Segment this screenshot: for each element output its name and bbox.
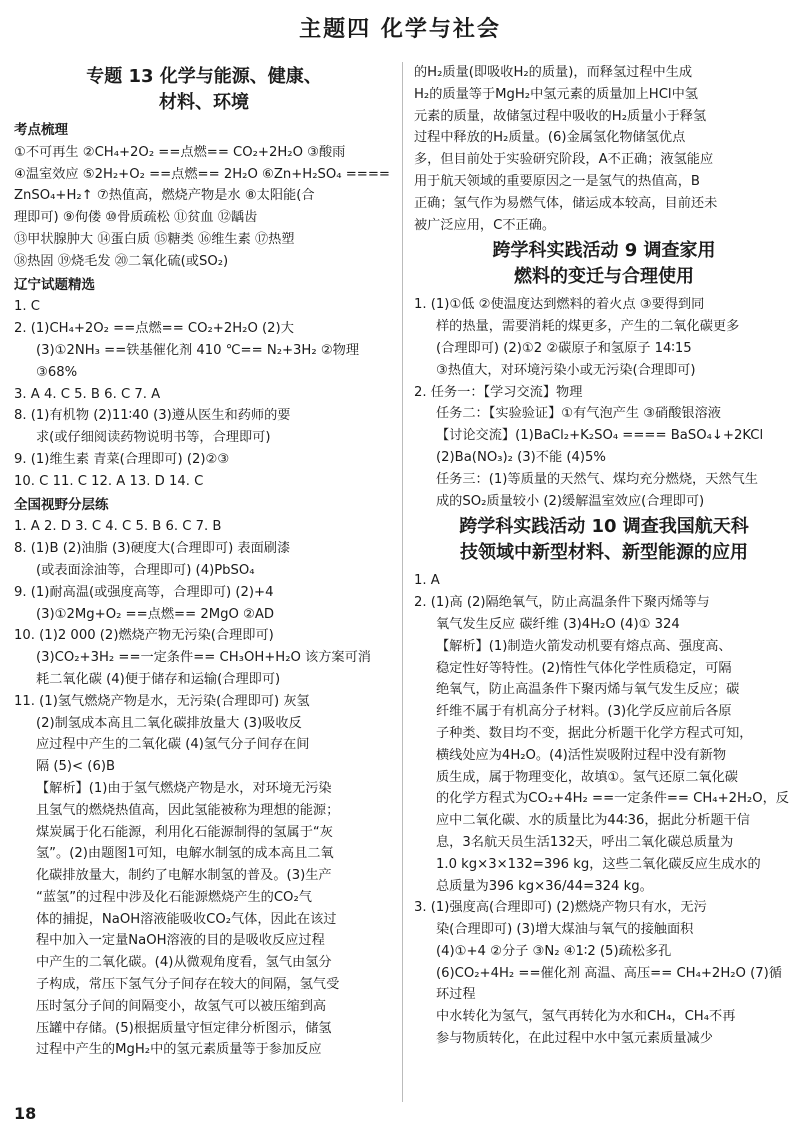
text-line: 隔 (5)< (6)B <box>36 759 116 775</box>
text-line: 中产生的二氧化碳。(4)从微观角度看，氢气由氢分 <box>36 955 332 971</box>
text-line: 11. (1)氢气燃烧产物是水，无污染(合理即可) 灰氢 <box>14 693 310 709</box>
continued-text <box>414 62 794 236</box>
left-column <box>14 62 394 1061</box>
text-line: 的化学方程式为CO₂+4H₂ ==一定条件== CH₄+2H₂O，反 <box>436 791 789 807</box>
text-line: 染(合理即可) (3)增大煤油与氧气的接触面积 <box>436 922 694 938</box>
text-line: 质生成，属于物理变化，故填①。氢气还原二氧化碳 <box>436 769 738 785</box>
text-line: 2. (1)高 (2)隔绝氧气，防止高温条件下聚丙烯等与 <box>414 595 710 611</box>
text-line: 用于航天领域的重要原因之一是氢气的热值高，B <box>414 173 700 189</box>
text-line: 1.0 kg×3×132=396 kg，这些二氧化碳反应生成水的 <box>436 856 761 872</box>
text-line: ④温室效应 ⑤2H₂+O₂ ==点燃== 2H₂O ⑥Zn+H₂SO₄ ==== <box>14 166 390 182</box>
text-line: (3)①2Mg+O₂ ==点燃== 2MgO ②AD <box>36 606 275 622</box>
text-line: 过程中释放的H₂质量。(6)金属氢化物储氢优点 <box>414 130 686 146</box>
text-line: 过程中产生的MgH₂中的氢元素质量等于参加反应 <box>36 1042 322 1058</box>
text-line: ZnSO₄+H₂↑ ⑦热值高，燃烧产物是水 ⑧太阳能(合 <box>14 188 315 204</box>
text-line: 息，3名航天员生活132天，呼出二氧化碳总质量为 <box>436 834 734 850</box>
text-line: 9. (1)耐高温(或强度高等，合理即可) (2)+4 <box>14 584 274 600</box>
text-line: 多，但目前处于实验研究阶段，A不正确；液氢能应 <box>414 152 714 168</box>
text-line: 1. (1)①低 ②使温度达到燃料的着火点 ③要得到同 <box>414 297 705 313</box>
text-line: 稳定性好等特性。(2)惰性气体化学性质稳定，可隔 <box>436 660 732 676</box>
text-line: H₂的质量等于MgH₂中氢元素的质量加上HCl中氢 <box>414 86 698 102</box>
text-line: 且氢气的燃烧热值高，因此氢能被称为理想的能源； <box>36 802 340 818</box>
section-title-line: 材料、环境 <box>159 92 249 113</box>
text-line: 求(或仔细阅读药物说明书等，合理即可) <box>36 430 271 446</box>
text-line: 2. (1)CH₄+2O₂ ==点燃== CO₂+2H₂O (2)大 <box>14 321 294 337</box>
text-line: 1. A 2. D 3. C 4. C 5. B 6. C 7. B <box>14 519 222 535</box>
activity9-list <box>414 294 794 512</box>
text-line: 总质量为396 kg×36/44=324 kg。 <box>436 878 653 894</box>
text-line: ⑱热固 ⑲烧毛发 ⑳二氧化硫(或SO₂) <box>14 253 229 269</box>
text-line: 应过程中产生的二氧化碳 (4)氢气分子间存在间 <box>36 737 310 753</box>
text-line: 被广泛应用，C不正确。 <box>414 217 556 233</box>
text-line: 纤维不属于有机高分子材料。(3)化学反应前后各原 <box>436 704 732 720</box>
text-line: 应中二氧化碳、水的质量比为44∶36，据此分析题干信 <box>436 813 750 829</box>
text-line: 2. 任务一：【学习交流】物理 <box>414 384 583 400</box>
text-line: 样的热量，需要消耗的煤更多，产生的二氧化碳更多 <box>436 319 740 335</box>
section-title-line: 专题 13 化学与能源、健康、 <box>86 66 322 87</box>
page-title: 主题四 化学与社会 <box>299 17 501 42</box>
text-line: (3)CO₂+3H₂ ==一定条件== CH₃OH+H₂O 该方案可消 <box>36 650 371 666</box>
text-line: 8. (1)B (2)油脂 (3)硬度大(合理即可) 表面刷漆 <box>14 541 291 557</box>
text-line: ①不可再生 ②CH₄+2O₂ ==点燃== CO₂+2H₂O ③酸雨 <box>14 144 346 160</box>
text-line: (2)Ba(NO₃)₂ (3)不能 (4)5% <box>436 449 606 465</box>
liaoning-list <box>14 296 394 492</box>
text-line: 正确；氢气作为易燃气体，储运成本较高，目前还未 <box>414 195 718 211</box>
text-line: 1. C <box>14 299 40 315</box>
liaoning-heading: 辽宁试题精选 <box>14 276 95 293</box>
text-line: “蓝氢”的过程中涉及化石能源燃烧产生的CO₂气 <box>36 889 312 905</box>
text-line: 参与物质转化，在此过程中水中氢元素质量减少 <box>436 1031 713 1047</box>
text-line: 10. (1)2 000 (2)燃烧产物无污染(合理即可) <box>14 628 274 644</box>
activity10-title-line: 跨学科实践活动 10 调查我国航天科 <box>459 516 749 538</box>
kaodian-list <box>14 142 394 273</box>
text-line: 氢”。(2)由题图1可知，电解水制氢的成本高且二氧 <box>36 846 334 862</box>
text-line: 3. A 4. C 5. B 6. C 7. A <box>14 386 161 402</box>
text-line: (2)制氢成本高且二氧化碳排放量大 (3)吸收反 <box>36 715 302 731</box>
text-line: 中水转化为氢气，氢气再转化为水和CH₄，CH₄不再 <box>436 1009 736 1025</box>
activity9-title <box>414 238 794 290</box>
text-line: 子构成，常压下氢气分子间存在较大的间隔，氢气受 <box>36 977 340 993</box>
text-line: 压时氢分子间的间隔变小，故氢气可以被压缩到高 <box>36 998 327 1014</box>
text-line: 【讨论交流】(1)BaCl₂+K₂SO₄ ==== BaSO₄↓+2KCl <box>436 428 764 444</box>
activity9-title-line: 跨学科实践活动 9 调查家用 <box>492 240 716 262</box>
page-number: 18 <box>14 1104 37 1123</box>
quanguo-list <box>14 516 394 1061</box>
text-line: 元素的质量，故储氢过程中吸收的H₂质量小于释氢 <box>414 108 707 124</box>
text-line: 程中加入一定量NaOH溶液的目的是吸收反应过程 <box>36 933 325 949</box>
text-line: ⑬甲状腺肿大 ⑭蛋白质 ⑮糖类 ⑯维生素 ⑰热塑 <box>14 231 295 247</box>
text-line: 氧气发生反应 碳纤维 (3)4H₂O (4)① 324 <box>436 616 680 632</box>
text-line: (6)CO₂+4H₂ ==催化剂 高温、高压== CH₄+2H₂O (7)循环过程 <box>436 965 782 1003</box>
text-line: 任务三：(1)等质量的天然气、煤均充分燃烧，天然气生 <box>436 471 758 487</box>
right-column <box>414 62 794 1050</box>
text-line: 压罐中存储。(5)根据质量守恒定律分析图示，储氢 <box>36 1020 332 1036</box>
kaodian-heading: 考点梳理 <box>14 122 68 138</box>
text-line: 的H₂质量(即吸收H₂的质量)，而释氢过程中生成 <box>414 65 693 80</box>
text-line: (合理即可) (2)①2 ②碳原子和氢原子 14∶15 <box>436 340 692 356</box>
text-line: 理即可) ⑨佝偻 ⑩骨质疏松 ⑪贫血 ⑫龋齿 <box>14 210 258 226</box>
text-line: (4)①+4 ②分子 ③N₂ ④1∶2 (5)疏松多孔 <box>436 943 672 959</box>
text-line: 成的SO₂质量较小 (2)缓解温室效应(合理即可) <box>436 493 705 509</box>
text-line: 8. (1)有机物 (2)11∶40 (3)遵从医生和药师的要 <box>14 408 291 424</box>
section-title <box>14 64 394 116</box>
text-line: 1. A <box>414 573 440 589</box>
text-line: 体的捕捉，NaOH溶液能吸收CO₂气体，因此在该过 <box>36 911 337 927</box>
activity10-list <box>414 570 794 1050</box>
text-line: (3)①2NH₃ ==铁基催化剂 410 ℃== N₂+3H₂ ②物理 ③68% <box>36 342 360 380</box>
text-line: 子种类、数目均不变，据此分析题干化学方程式可知， <box>436 725 753 741</box>
text-line: 任务二：【实验验证】①有气泡产生 ③硝酸银溶液 <box>436 406 721 422</box>
text-line: 横线处应为4H₂O。(4)活性炭吸附过程中没有新物 <box>436 747 727 763</box>
text-line: 9. (1)维生素 青菜(合理即可) (2)②③ <box>14 451 230 467</box>
column-divider <box>402 62 403 1102</box>
text-line: (或表面涂油等，合理即可) (4)PbSO₄ <box>36 562 255 578</box>
text-line: 3. (1)强度高(合理即可) (2)燃烧产物只有水，无污 <box>414 900 707 916</box>
quanguo-heading: 全国视野分层练 <box>14 496 109 513</box>
text-line: 绝氧气，防止高温条件下聚丙烯与氧气发生反应；碳 <box>436 682 740 698</box>
text-line: 耗二氧化碳 (4)便于储存和运输(合理即可) <box>36 671 281 687</box>
text-line: 【解析】(1)由于氢气燃烧产物是水，对环境无污染 <box>36 780 332 796</box>
text-line: 化碳排放量大，制约了电解水制氢的普及。(3)生产 <box>36 868 332 884</box>
text-line: 煤炭属于化石能源，利用化石能源制得的氢属于“灰 <box>36 824 333 840</box>
activity10-title <box>414 514 794 566</box>
text-line: 【解析】(1)制造火箭发动机要有熔点高、强度高、 <box>436 638 732 654</box>
text-line: 10. C 11. C 12. A 13. D 14. C <box>14 473 204 489</box>
activity9-title-line: 燃料的变迁与合理使用 <box>514 266 694 288</box>
text-line: ③热值大，对环境污染小或无污染(合理即可) <box>436 362 696 378</box>
activity10-title-line: 技领域中新型材料、新型能源的应用 <box>460 542 748 564</box>
